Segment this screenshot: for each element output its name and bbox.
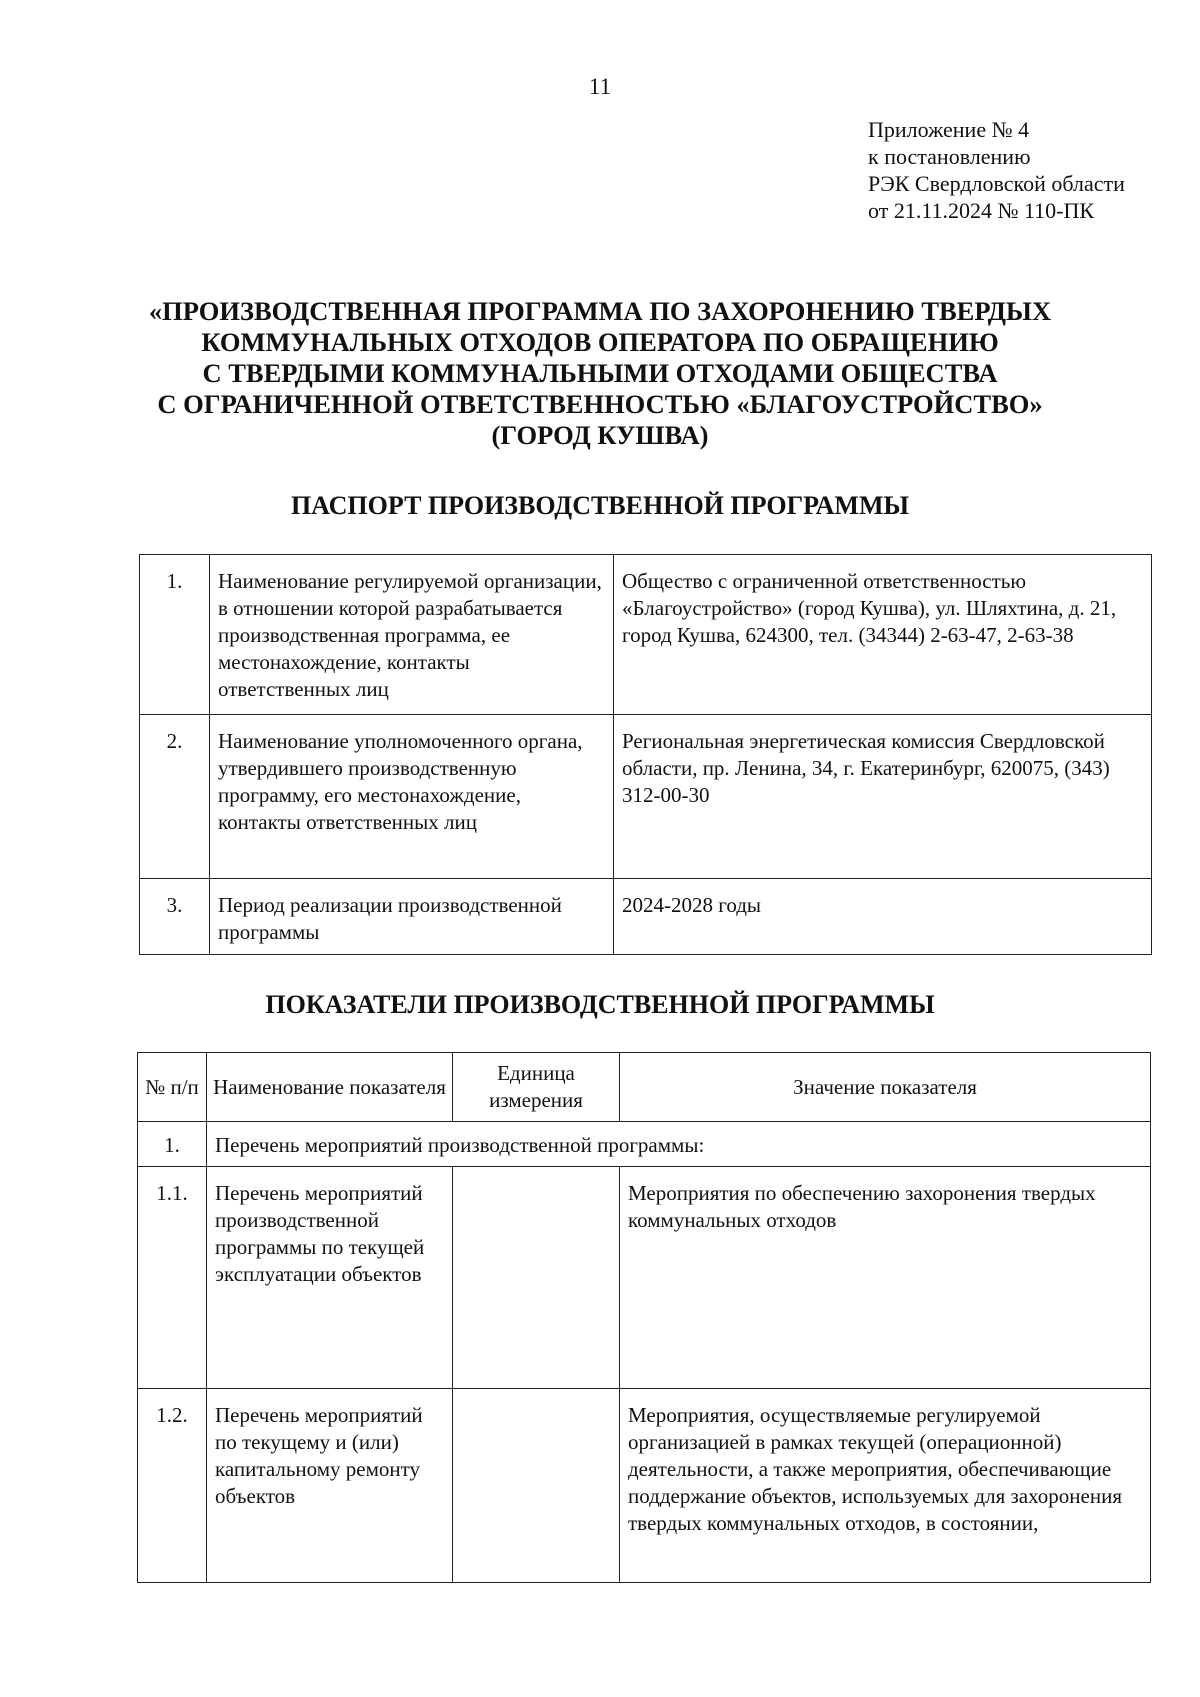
table-row <box>138 1167 1151 1389</box>
title-line: КОММУНАЛЬНЫХ ОТХОДОВ ОПЕРАТОРА ПО ОБРАЩЕНИЮ <box>201 327 999 357</box>
row-number: 1. <box>138 1122 207 1167</box>
row-name: Перечень мероприятий по текущему и (или) капитальному ремонту объектов <box>207 1389 453 1583</box>
table-row <box>140 555 1152 715</box>
document-title <box>100 296 1100 451</box>
indicators-title: ПОКАЗАТЕЛИ ПРОИЗВОДСТВЕННОЙ ПРОГРАММЫ <box>265 990 935 1019</box>
passport-table <box>139 554 1152 955</box>
table-row <box>140 879 1152 955</box>
title-line: С ТВЕРДЫМИ КОММУНАЛЬНЫМИ ОТХОДАМИ ОБЩЕСТВА <box>202 358 998 388</box>
appendix-block <box>868 116 1125 224</box>
row-value: Мероприятия по обеспечению захоронения твердых коммунальных отходов <box>620 1167 1151 1389</box>
appendix-line: Приложение № 4 <box>868 117 1030 142</box>
title-line: «ПРОИЗВОДСТВЕННАЯ ПРОГРАММА ПО ЗАХОРОНЕНИЮ ТВЕРДЫХ <box>148 296 1052 326</box>
header-unit: Единица измерения <box>453 1053 620 1122</box>
row-number: 1.1. <box>138 1167 207 1389</box>
row-label: Наименование регулируемой организации, в отношении которой разрабатывается производственная программа, ее местонахождение, контакты ответственных лиц <box>210 555 614 715</box>
row-number: 1.2. <box>138 1389 207 1583</box>
appendix-line: РЭК Свердловской области <box>868 171 1125 196</box>
row-unit <box>453 1389 620 1583</box>
table-row <box>140 715 1152 879</box>
table-header-row <box>138 1053 1151 1122</box>
table-row <box>138 1122 1151 1167</box>
passport-title: ПАСПОРТ ПРОИЗВОДСТВЕННОЙ ПРОГРАММЫ <box>290 491 910 520</box>
row-number: 1. <box>140 555 210 715</box>
appendix-line: от 21.11.2024 № 110-ПК <box>868 198 1095 223</box>
header-num: № п/п <box>138 1053 207 1122</box>
row-value: Мероприятия, осуществляемые регулируемой организацией в рамках текущей (операционной) деятельности, а также мероприятия, обеспечивающие поддержание объектов, используемых для захоронения твердых коммунальных отходов, в состоянии, <box>620 1389 1151 1583</box>
header-value: Значение показателя <box>620 1053 1151 1122</box>
row-value: Общество с ограниченной ответственностью «Благоустройство» (город Кушва), ул. Шляхтина, д. 21, город Кушва, 624300, тел. (34344) 2-63-47, 2-63-38 <box>614 555 1152 715</box>
title-line: С ОГРАНИЧЕННОЙ ОТВЕТСТВЕННОСТЬЮ «БЛАГОУСТРОЙСТВО» <box>157 389 1043 419</box>
appendix-line: к постановлению <box>868 144 1031 169</box>
row-value: 2024-2028 годы <box>614 879 1152 955</box>
row-value: Региональная энергетическая комиссия Свердловской области, пр. Ленина, 34, г. Екатеринбург, 620075, (343) 312-00-30 <box>614 715 1152 879</box>
title-line: (ГОРОД КУШВА) <box>491 420 709 450</box>
section-text: Перечень мероприятий производственной программы: <box>207 1122 1151 1167</box>
row-number: 2. <box>140 715 210 879</box>
row-label: Наименование уполномоченного органа, утвердившего производственную программу, его местонахождение, контакты ответственных лиц <box>210 715 614 879</box>
row-unit <box>453 1167 620 1389</box>
indicators-table <box>137 1052 1151 1583</box>
page-number: 11 <box>588 74 612 99</box>
row-name: Перечень мероприятий производственной программы по текущей эксплуатации объектов <box>207 1167 453 1389</box>
row-number: 3. <box>140 879 210 955</box>
row-label: Период реализации производственной программы <box>210 879 614 955</box>
table-row <box>138 1389 1151 1583</box>
header-name: Наименование показателя <box>207 1053 453 1122</box>
